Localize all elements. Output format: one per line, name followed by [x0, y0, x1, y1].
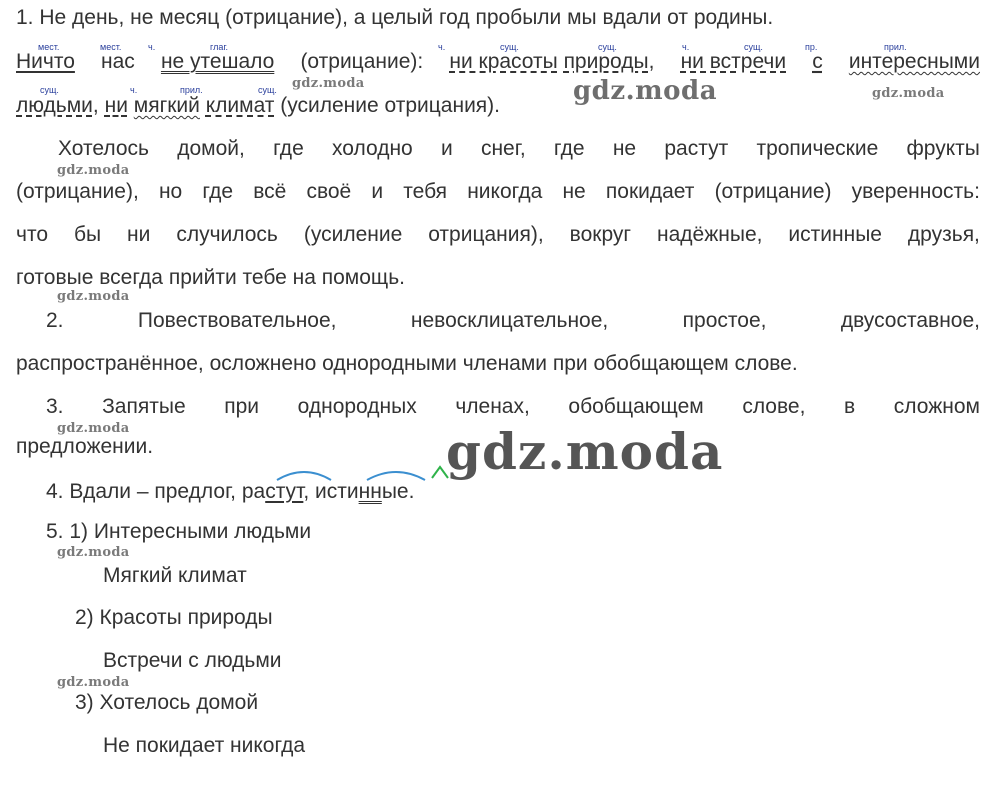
text: невосклицательное,	[410, 309, 609, 332]
text: ни красоты	[449, 50, 558, 73]
text: бы	[73, 223, 102, 246]
text: обобщающем	[568, 395, 704, 418]
morph-label: пр.	[805, 42, 818, 52]
watermark: gdz.moda	[57, 675, 130, 690]
p6-line3	[75, 604, 991, 632]
text: Повествовательное,	[137, 309, 337, 332]
text: слове,	[742, 395, 806, 418]
text: сложном	[893, 395, 980, 418]
text: при	[224, 395, 260, 418]
p6-line5	[75, 689, 991, 717]
p6-line2	[103, 562, 991, 590]
text: друзья,	[907, 223, 980, 246]
text: распространённое, осложнено однородными членами при обобщающем слове.	[16, 352, 798, 375]
text: Запятые	[102, 395, 186, 418]
text: где	[553, 137, 585, 160]
p1-line3	[16, 92, 980, 120]
text: (усиление	[303, 223, 403, 246]
p6-line6	[103, 732, 991, 760]
text: двусоставное,	[840, 309, 980, 332]
text: всё	[253, 180, 287, 203]
text: , исти	[303, 480, 359, 503]
text: мягкий	[133, 94, 200, 117]
text: где	[202, 180, 234, 203]
text: холодно	[332, 137, 413, 160]
watermark: gdz.moda	[57, 545, 130, 560]
text: 2) Красоты природы	[75, 606, 273, 629]
watermark: gdz.moda	[57, 289, 130, 304]
text: 2.	[46, 309, 64, 332]
morph-label: мест.	[100, 42, 122, 52]
text: надёжные,	[657, 223, 763, 246]
text: покидает	[605, 180, 695, 203]
text: тебя	[403, 180, 448, 203]
text: 4. Вдали – предлог, ра	[46, 480, 266, 503]
text: простое,	[682, 309, 767, 332]
morph-label: сущ.	[744, 42, 763, 52]
watermark-large: gdz.moda	[446, 422, 724, 481]
text: своё	[306, 180, 352, 203]
text: никогда	[467, 180, 543, 203]
morph-label: сущ.	[500, 42, 519, 52]
text: тропические	[756, 137, 879, 160]
text: фрукты	[906, 137, 980, 160]
p5-line	[46, 478, 991, 506]
morph-label: прил.	[884, 42, 907, 52]
text: Хотелось	[58, 137, 149, 160]
text: 5. 1) Интересными людьми	[46, 520, 312, 543]
text: домой,	[177, 137, 245, 160]
text: уверенность:	[851, 180, 980, 203]
morph-label: ч.	[148, 42, 156, 52]
p2-line4	[16, 264, 980, 292]
text: ,	[92, 94, 99, 117]
p6-line4	[103, 647, 991, 675]
text: членах,	[455, 395, 530, 418]
text: ,	[648, 50, 655, 73]
text: вокруг	[569, 223, 632, 246]
text: Ничто	[16, 50, 75, 73]
text: 3) Хотелось домой	[75, 691, 259, 714]
text: нн	[358, 480, 382, 503]
text: Встречи с людьми	[103, 649, 282, 672]
watermark: gdz.moda	[57, 421, 130, 436]
morph-label: прил.	[180, 85, 203, 95]
text: (отрицание)	[714, 180, 832, 203]
p2-line1	[58, 135, 980, 163]
text: однородных	[297, 395, 417, 418]
p6-head	[46, 518, 991, 546]
morph-label: ч.	[130, 85, 138, 95]
p2-line3	[16, 221, 980, 249]
morph-label: ч.	[438, 42, 446, 52]
text: с	[812, 50, 823, 73]
text: ни	[104, 94, 128, 117]
text: климат	[205, 94, 275, 117]
morph-label: сущ.	[598, 42, 617, 52]
text: (отрицание),	[16, 180, 139, 203]
text: готовые всегда прийти тебе на помощь.	[16, 266, 405, 289]
text: истинные	[788, 223, 882, 246]
p3-line2	[16, 350, 980, 378]
watermark: gdz.moda	[292, 76, 365, 91]
text: но	[158, 180, 183, 203]
text: и	[440, 137, 453, 160]
text: отрицания),	[428, 223, 544, 246]
watermark: gdz.moda	[573, 76, 718, 106]
watermark: gdz.moda	[872, 86, 945, 101]
text: 3.	[46, 395, 64, 418]
text: снег,	[480, 137, 526, 160]
p2-line2	[16, 178, 980, 206]
morph-label: ч.	[682, 42, 690, 52]
p4-line1	[46, 393, 980, 421]
morph-label: сущ.	[40, 85, 59, 95]
text: ые.	[381, 480, 415, 503]
text: природы	[563, 50, 649, 73]
text: где	[273, 137, 304, 160]
text: предложении.	[16, 435, 154, 458]
text: что	[16, 223, 49, 246]
text: нас	[101, 50, 135, 73]
text: ни встречи	[680, 50, 787, 73]
text: не утешало	[160, 50, 275, 73]
text: Не покидает никогда	[103, 734, 306, 757]
text	[449, 48, 654, 76]
text: не	[612, 137, 637, 160]
p3-line1	[46, 307, 980, 335]
morph-label: сущ.	[258, 85, 277, 95]
text: растут	[664, 137, 729, 160]
p1-line1	[16, 4, 980, 32]
p1-line2	[16, 48, 980, 76]
text: Мягкий климат	[103, 564, 247, 587]
text: стут	[265, 480, 304, 503]
watermark: gdz.moda	[57, 163, 130, 178]
text: интересными	[848, 50, 980, 73]
morph-label: мест.	[38, 42, 60, 52]
text: (усиление отрицания).	[280, 94, 501, 117]
morph-label: глаг.	[210, 42, 229, 52]
text: 1. Не день, не месяц (отрицание), а целый год пробыли мы вдали от родины.	[16, 6, 774, 29]
text: (отрицание):	[300, 50, 424, 73]
text: в	[844, 395, 856, 418]
text: ни	[127, 223, 151, 246]
text: не	[562, 180, 586, 203]
text: людьми	[16, 94, 93, 117]
text: случилось	[176, 223, 278, 246]
text: и	[371, 180, 384, 203]
